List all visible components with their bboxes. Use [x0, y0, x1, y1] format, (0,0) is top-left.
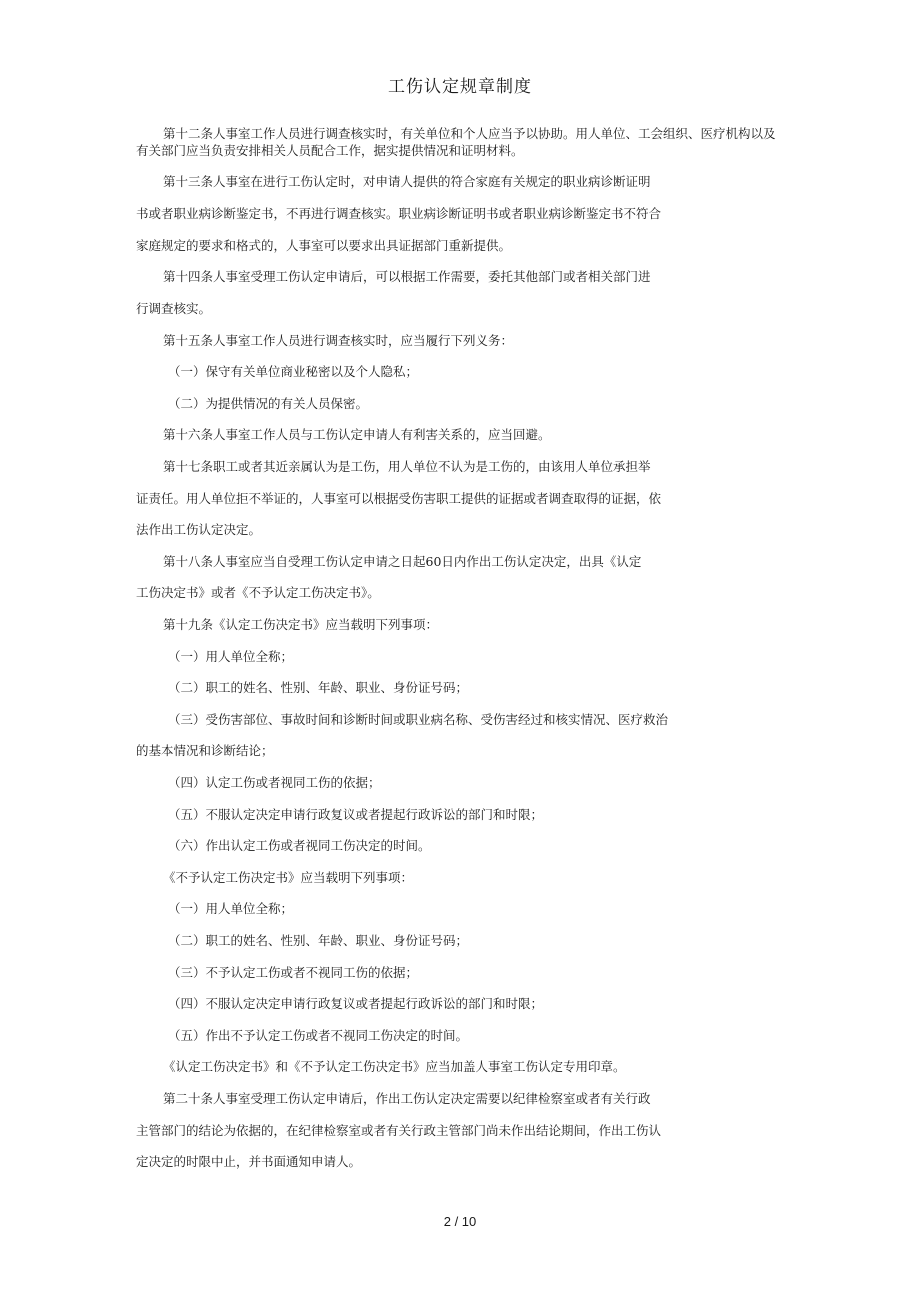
text-line: （二）职工的姓名、性别、年龄、职业、身份证号码； [168, 933, 469, 948]
text-line: （五）作出不予认定工伤或者不视同工伤决定的时间。 [168, 1028, 469, 1043]
text-line: 第十六条人事室工作人员与工伤认定申请人有利害关系的，应当回避。 [163, 427, 551, 442]
document-title: 工伤认定规章制度 [388, 77, 532, 97]
text-line: （二）职工的姓名、性别、年龄、职业、身份证号码； [168, 680, 469, 695]
text-line: 行调查核实。 [136, 301, 212, 316]
text-line: 第十四条人事室受理工伤认定申请后，可以根据工作需要，委托其他部门或者相关部门进 [163, 269, 651, 284]
text-line: 书或者职业病诊断鉴定书，不再进行调查核实。职业病诊断证明书或者职业病诊断鉴定书不符合 [136, 206, 662, 221]
text-line: 《不予认定工伤决定书》应当载明下列事项： [163, 870, 414, 885]
text-line: 家庭规定的要求和格式的，人事室可以要求出具证据部门重新提供。 [136, 238, 512, 253]
text-line: 有关部门应当负责安排相关人员配合工作，据实提供情况和证明材料。 [136, 143, 524, 158]
text-line: 第十九条《认定工伤决定书》应当载明下列事项： [163, 617, 439, 632]
text-line: 工伤决定书》或者《不予认定工伤决定书》。 [136, 585, 380, 600]
text-line: 法作出工伤认定决定。 [136, 522, 262, 537]
text-line: 证责任。用人单位拒不举证的，人事室可以根据受伤害职工提供的证据或者调查取得的证据，依 [136, 491, 662, 506]
text-line: （一）用人单位全称； [168, 649, 294, 664]
text-line: （二）为提供情况的有关人员保密。 [168, 396, 369, 411]
text-line: 定决定的时限中止，并书面通知申请人。 [136, 1154, 362, 1169]
text-line: 第十三条人事室在进行工伤认定时，对申请人提供的符合家庭有关规定的职业病诊断证明 [163, 174, 651, 189]
text-line: 第十七条职工或者其近亲属认为是工伤，用人单位不认为是工伤的，由该用人单位承担举 [163, 459, 651, 474]
page-number: 2 / 10 [443, 1214, 477, 1229]
text-line: 第二十条人事室受理工伤认定申请后，作出工伤认定决定需要以纪律检察室或者有关行政 [163, 1091, 651, 1106]
text-line: 《认定工伤决定书》和《不予认定工伤决定书》应当加盖人事室工伤认定专用印章。 [163, 1059, 626, 1074]
text-line: （六）作出认定工伤或者视同工伤决定的时间。 [168, 838, 431, 853]
text-line: （一）用人单位全称； [168, 901, 294, 916]
text-line: 第十五条人事室工作人员进行调查核实时，应当履行下列义务： [163, 333, 514, 348]
text-line: 的基本情况和诊断结论； [136, 743, 274, 758]
text-line: 第十二条人事室工作人员进行调查核实时，有关单位和个人应当予以协助。用人单位、工会组织、医疗机构以及 [163, 126, 776, 141]
text-line: 第十八条人事室应当自受理工伤认定申请之日起60日内作出工伤认定决定，出具《认定 [163, 554, 642, 569]
text-line: （三）受伤害部位、事故时间和诊断时间或职业病名称、受伤害经过和核实情况、医疗救治 [168, 712, 669, 727]
text-line: 主管部门的结论为依据的，在纪律检察室或者有关行政主管部门尚未作出结论期间，作出工伤认 [136, 1123, 662, 1138]
text-line: （四）不服认定决定申请行政复议或者提起行政诉讼的部门和时限； [168, 996, 544, 1011]
text-line: （四）认定工伤或者视同工伤的依据； [168, 775, 381, 790]
text-line: （三）不予认定工伤或者不视同工伤的依据； [168, 965, 419, 980]
text-line: （五）不服认定决定申请行政复议或者提起行政诉讼的部门和时限； [168, 807, 544, 822]
text-line: （一）保守有关单位商业秘密以及个人隐私； [168, 364, 419, 379]
